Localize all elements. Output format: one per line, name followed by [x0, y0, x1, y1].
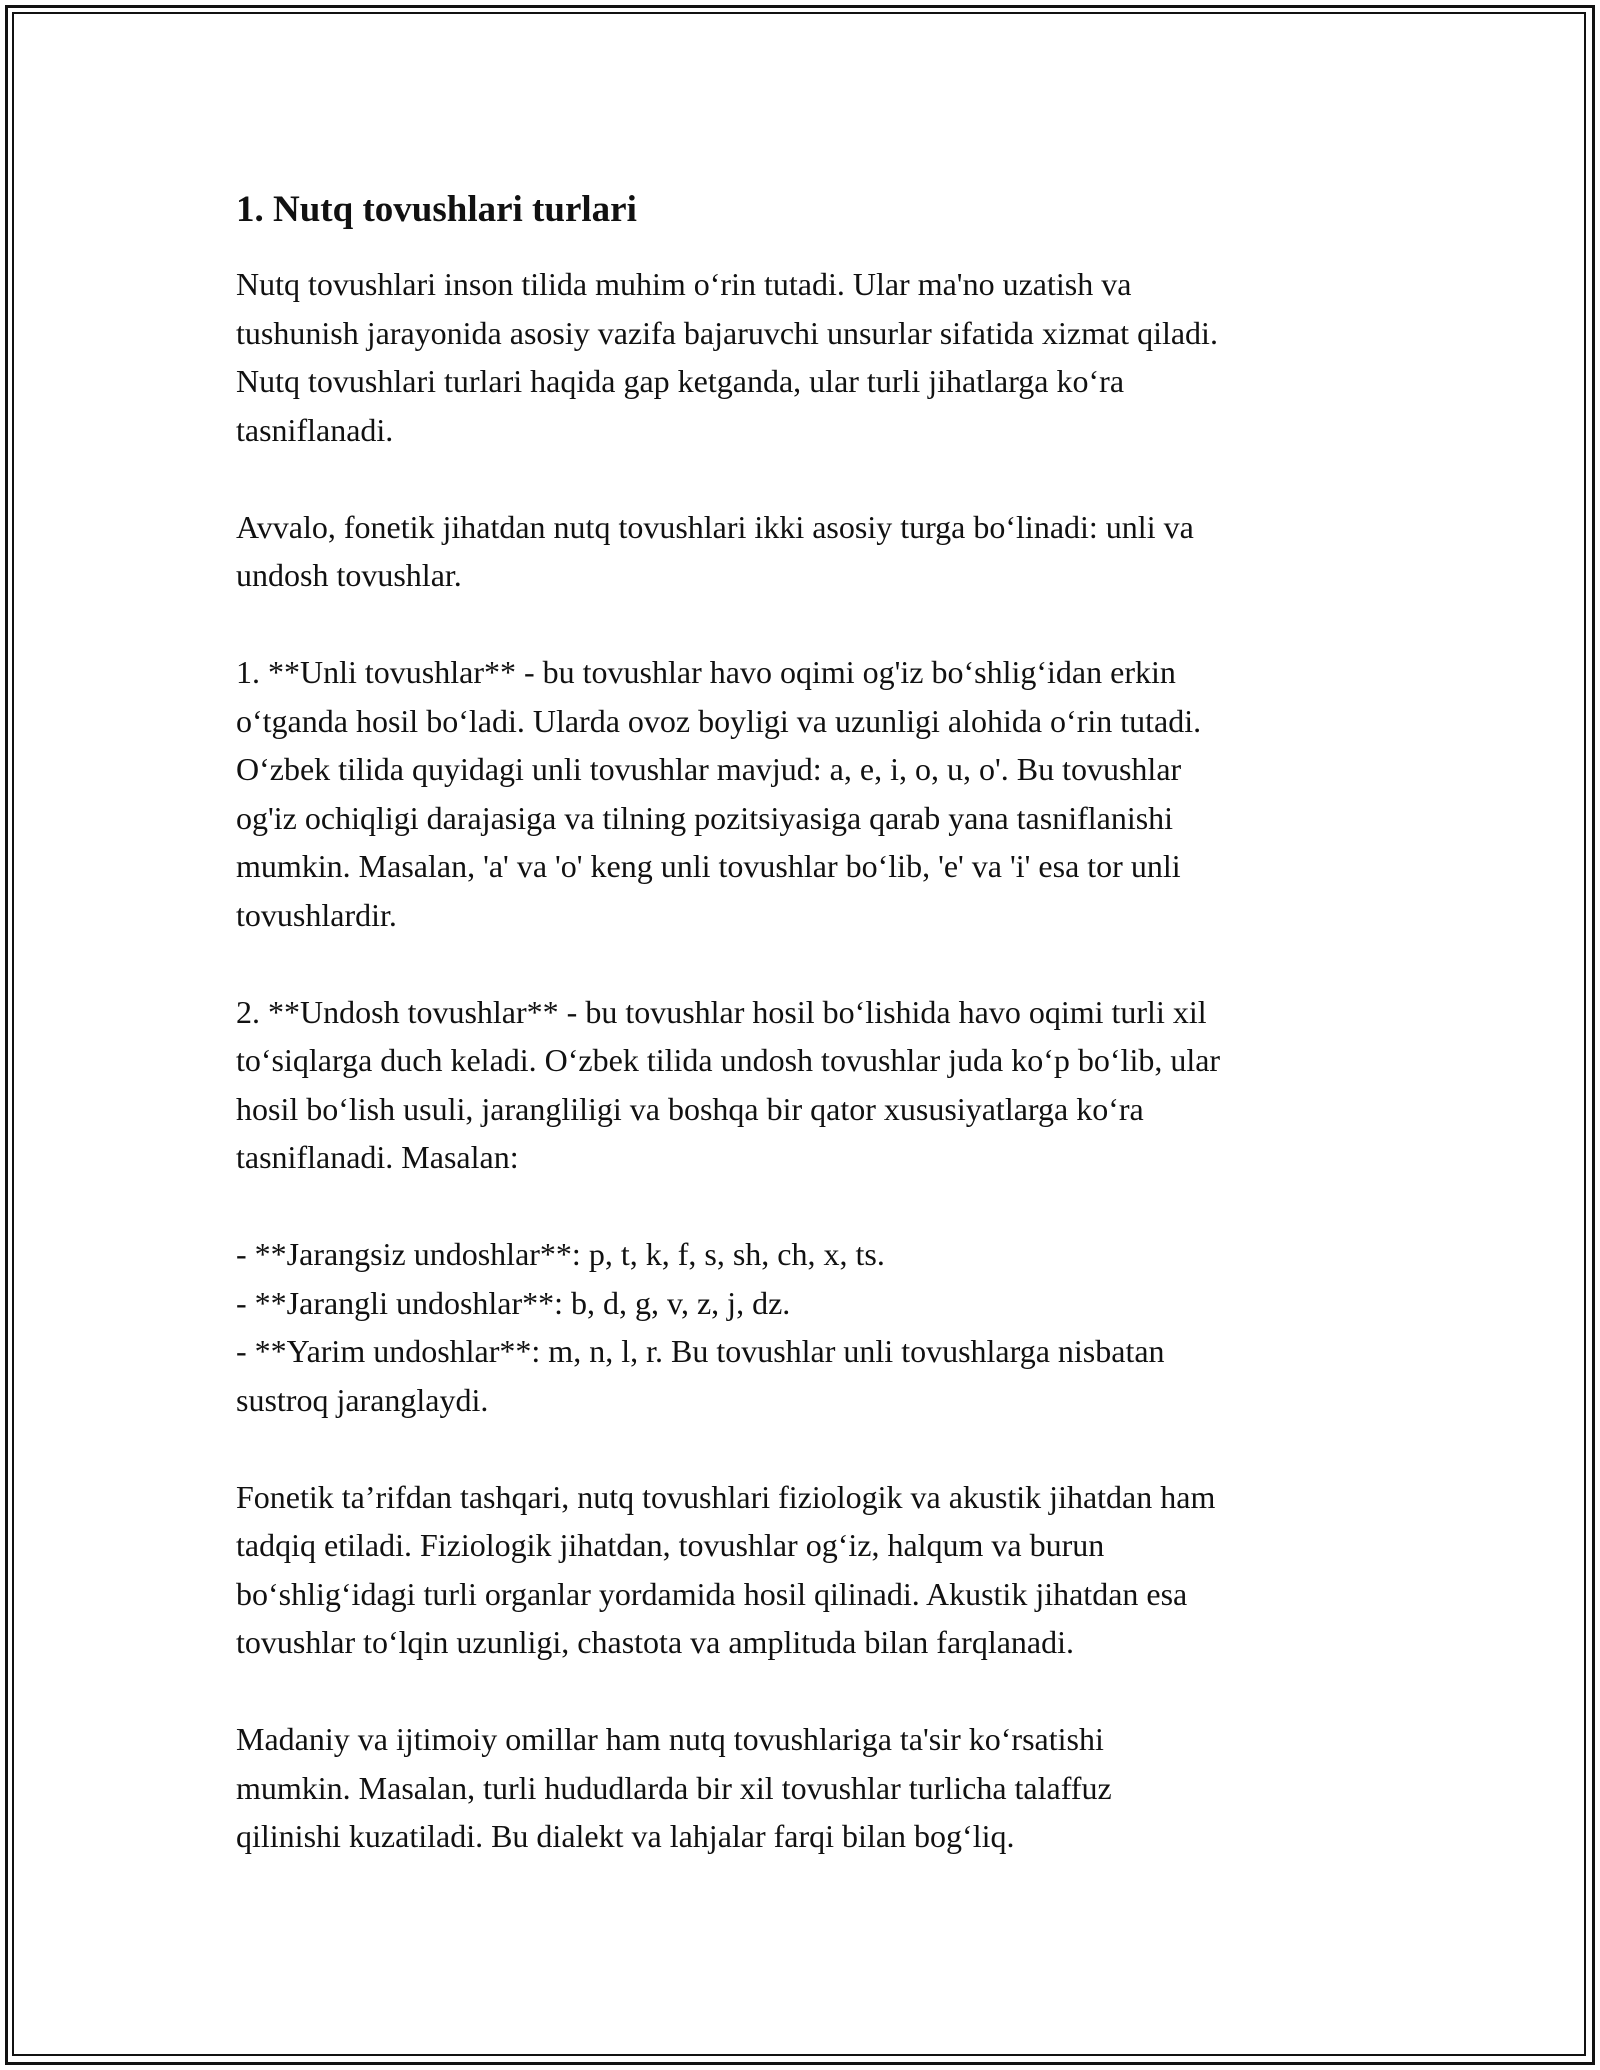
consonant-types-list: - **Jarangsiz undoshlar**: p, t, k, f, s, sh, ch, x, ts. - **Jarangli undoshlar**: b, d, g, v, z, j, dz. - **Yarim undoshlar**: m, n, l, r. Bu tovushlar unli tovushlarga nisbatan sustroq jaranglaydi. — [236, 1236, 1165, 1418]
paragraph-intro: Nutq tovushlari inson tilida muhim o‘rin tutadi. Ular ma'no uzatish va tushunish jarayonida asosiy vazifa bajaruvchi unsurlar sifatida xizmat qiladi. Nutq tovushlari turlari haqida gap ketganda, ular turli jihatlarga ko‘ra tasniflanadi. — [236, 266, 1218, 448]
paragraph-cultural-factors: Madaniy va ijtimoiy omillar ham nutq tovushlariga ta'sir ko‘rsatishi mumkin. Masalan, turli hududlarda bir xil tovushlar turlicha talaffuz qilinishi kuzatiladi. Bu dialekt va lahjalar farqi bilan bog‘liq. — [236, 1721, 1112, 1854]
document-body — [236, 186, 1376, 1861]
paragraph-phonetic-division: Avvalo, fonetik jihatdan nutq tovushlari ikki asosiy turga bo‘linadi: unli va undosh tovushlar. — [236, 508, 1194, 593]
section-heading: 1. Nutq tovushlari turlari — [236, 189, 637, 230]
paragraph-vowels: 1. **Unli tovushlar** - bu tovushlar havo oqimi og'iz bo‘shlig‘idan erkin o‘tganda hosil bo‘ladi. Ularda ovoz boyligi va uzunligi alohida o‘rin tutadi. O‘zbek tilida quyidagi unli tovushlar mavjud: a, e, i, o, u, o'. Bu tovushlar og'iz ochiqligi darajasiga va tilning pozitsiyasiga qarab yana tasniflanishi mumkin. Masalan, 'a' va 'o' keng unli tovushlar bo‘lib, 'e' va 'i' esa tor unli tovushlardir. — [236, 654, 1202, 933]
paragraph-physiology-acoustics: Fonetik ta’rifdan tashqari, nutq tovushlari fiziologik va akustik jihatdan ham tadqiq etiladi. Fiziologik jihatdan, tovushlar og‘iz, halqum va burun bo‘shlig‘idagi turli organlar yordamida hosil qilinadi. Akustik jihatdan esa tovushlar to‘lqin uzunligi, chastota va amplituda bilan farqlanadi. — [236, 1478, 1216, 1660]
paragraph-consonants: 2. **Undosh tovushlar** - bu tovushlar hosil bo‘lishida havo oqimi turli xil to‘siqlarga duch keladi. O‘zbek tilida undosh tovushlar juda ko‘p bo‘lib, ular hosil bo‘lish usuli, jarangliligi va boshqa bir qator xususiyatlarga ko‘ra tasniflanadi. Masalan: — [236, 993, 1221, 1175]
